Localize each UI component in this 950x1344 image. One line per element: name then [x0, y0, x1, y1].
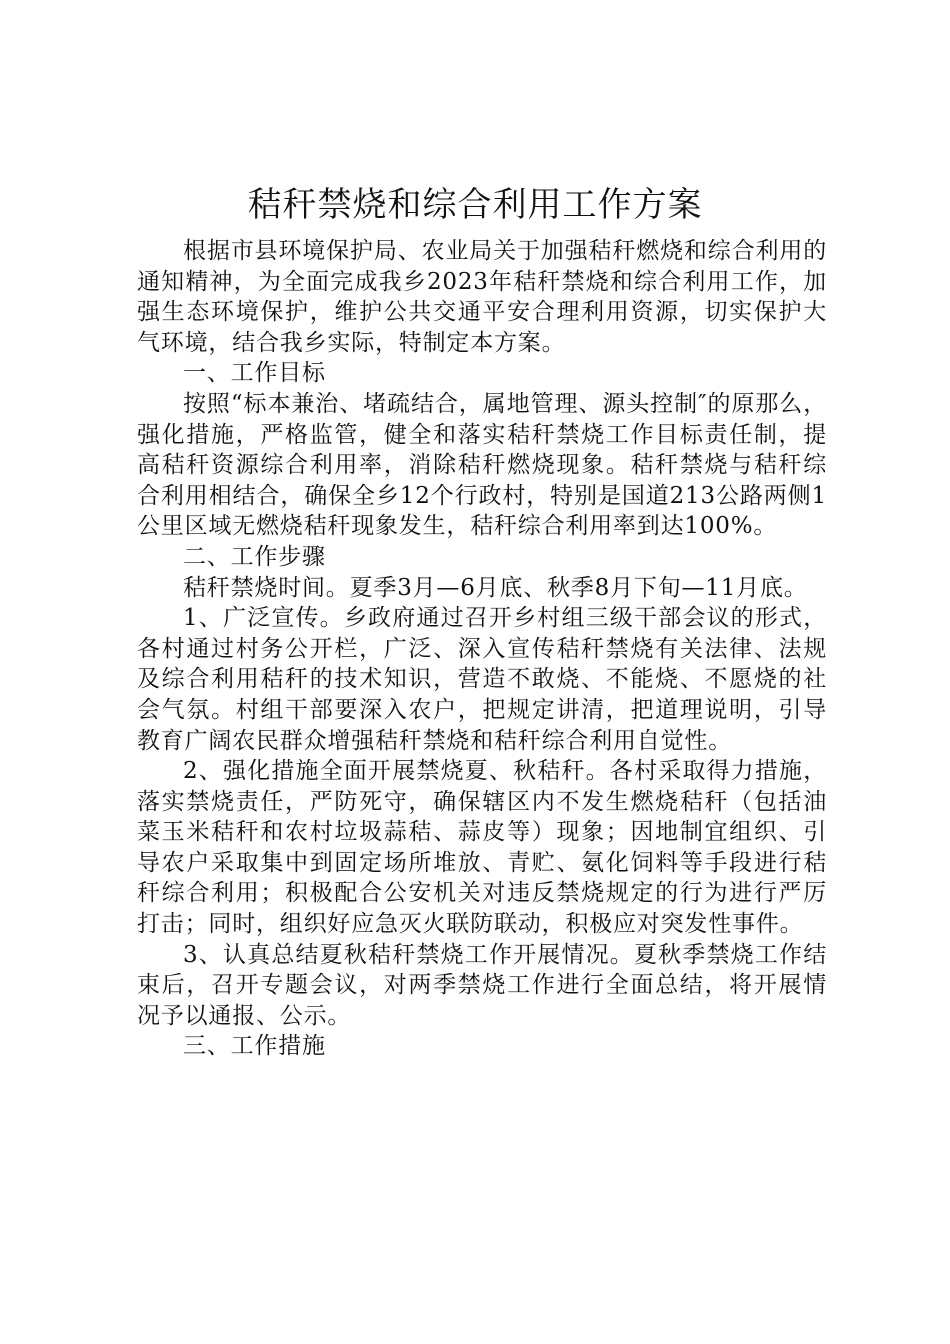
- step-2-paragraph: 2、强化措施全面开展禁烧夏、秋秸秆。各村采取得力措施，落实禁烧责任，严防死守，确保辖区内不发生燃烧秸秆（包括油菜玉米秸秆和农村垃圾蒜秸、蒜皮等）现象；因地制宜组织、引导农户采取集中到固定场所堆放、青贮、氨化饲料等手段进行秸秆综合利用；积极配合公安机关对违反禁烧规定的行为进行严厉打击；同时，组织好应急灭火联防联动，积极应对突发性事件。: [137, 758, 827, 938]
- document-title: 秸秆禁烧和综合利用工作方案: [247, 185, 703, 225]
- step-1-paragraph: 1、广泛宣传。乡政府通过召开乡村组三级干部会议的形式，各村通过村务公开栏，广泛、深入宣传秸秆禁烧有关法律、法规及综合利用秸秆的技术知识，营造不敢烧、不能烧、不愿烧的社会气氛。村组干部要深入农户，把规定讲清，把道理说明，引导教育广阔农民群众增强秸秆禁烧和秸秆综合利用自觉性。: [137, 605, 827, 754]
- step-3-paragraph: 3、认真总结夏秋秸秆禁烧工作开展情况。夏秋季禁烧工作结束后，召开专题会议，对两季禁烧工作进行全面总结，将开展情况予以通报、公示。: [137, 941, 827, 1029]
- ban-period-paragraph: 秸秆禁烧时间。夏季3月—6月底、秋季8月下旬—11月底。: [183, 574, 808, 601]
- section-3-heading: 三、工作措施: [183, 1033, 326, 1060]
- intro-paragraph: 根据市县环境保护局、农业局关于加强秸秆燃烧和综合利用的通知精神，为全面完成我乡2023年秸秆禁烧和综合利用工作，加强生态环境保护，维护公共交通平安合理利用资源，切实保护大气环境，结合我乡实际，特制定本方案。: [137, 238, 827, 356]
- document-body: [137, 236, 827, 1062]
- section-1-paragraph: 按照“标本兼治、堵疏结合，属地管理、源头控制″的原那么，强化措施，严格监管，健全和落实秸秆禁烧工作目标责任制，提高秸秆资源综合利用率，消除秸秆燃烧现象。秸秆禁烧与秸秆综合利用相结合，确保全乡12个行政村，特别是国道213公路两侧1公里区域无燃烧秸秆现象发生，秸秆综合利用率到达100%。: [137, 390, 827, 540]
- section-1-heading: 一、工作目标: [183, 360, 326, 387]
- section-2-heading: 二、工作步骤: [183, 543, 326, 570]
